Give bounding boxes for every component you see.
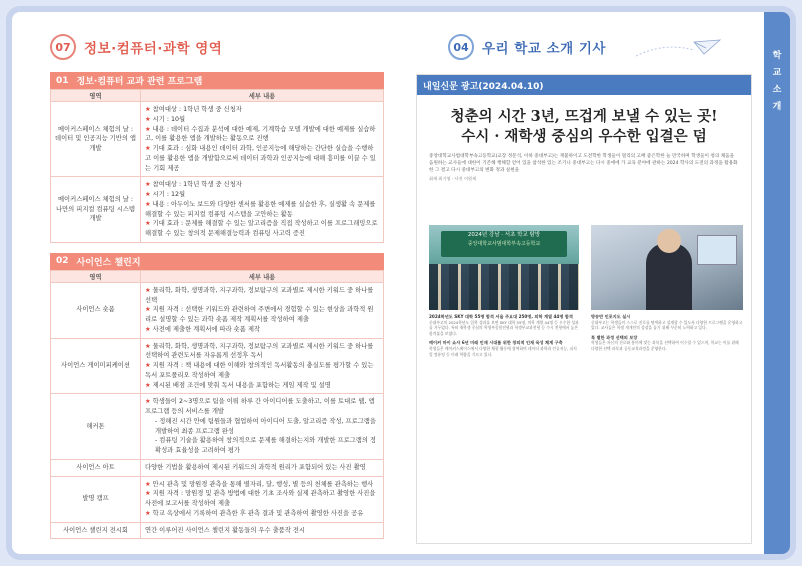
list-item: ★ 물리학, 화학, 생명과학, 지구과학, 정보탐구의 교과별로 제시한 키워드 중 하나를 선택하여 관련도서를 자유롭게 선정후 독서 xyxy=(145,342,374,360)
list-item: ★ 지원 자격 : 선택한 키워드와 관련하여 주변에서 경험할 수 있는 현상을 과학적 원리로 설명할 수 있는 과학 숏폼 제작 계획서를 작성하여 제출 xyxy=(145,306,374,323)
area-cell: 해커톤 xyxy=(51,394,141,460)
detail-cell xyxy=(141,459,384,476)
area-cell: 메이커스페이스 체험의 날 : 나만의 피지컬 컴퓨팅 시스템 개발 xyxy=(51,177,141,243)
star-icon: ★ xyxy=(145,125,151,133)
list-item: ★ 참여대상 : 1학년 학생 중 신청자 xyxy=(145,181,242,189)
table-row xyxy=(51,282,384,338)
list-item: - 컴퓨팅 기술을 활용하여 창의적으로 문제를 해결하는지와 개발한 프로그램의 정확성과 효율성을 고려하여 평가 xyxy=(155,437,377,454)
section-title: 정보·컴퓨터·과학 영역 xyxy=(84,41,223,57)
list-item: ★ 안시 관측 및 망원경 관측을 통해 별자리, 달, 행성, 별 등의 천체를 관측하는 행사 xyxy=(145,480,374,488)
star-icon: ★ xyxy=(145,220,151,228)
star-icon: ★ xyxy=(145,145,151,152)
table-row xyxy=(51,177,384,243)
star-icon: ★ xyxy=(145,325,151,333)
side-tab xyxy=(764,12,790,554)
detail-cell xyxy=(141,282,384,338)
list-item: 연간 이루어진 사이언스 챌린지 활동들의 우수 출품작 전시 xyxy=(145,526,305,534)
list-item: ★ 기대 효과 : 문제를 해결할 수 있는 알고리즘을 직접 작성하고 이를 프로그래밍으로 해결할 수 있는 창의적 문제해결능력과 컴퓨팅 사고력 증진 xyxy=(145,220,378,237)
list-item: ★ 물리학, 화학, 생명과학, 지구과학, 정보탐구의 교과별로 제시한 키워드 중 하나를 선택 xyxy=(145,286,374,304)
document-spread xyxy=(12,12,790,554)
list-item: ★ 내용 : 아두이노 보드와 다양한 센서를 활용한 예제를 실습한 후, 실생활 속 문제를 해결할 수 있는 피지컬 컴퓨팅 시스템을 고안하는 활동 xyxy=(145,200,376,218)
list-item: ★ 지원 자격 : 책 내용에 대한 이해와 창의적인 독서활동의 충실도를 평가할 수 있는 독서 포트폴리오 작성하여 제출 xyxy=(145,362,374,379)
principal-photo xyxy=(591,225,743,310)
column-header-area: 영역 xyxy=(51,270,141,282)
column-header-detail: 세부 내용 xyxy=(141,270,384,282)
area-cell: 발명 캠프 xyxy=(51,476,141,522)
star-icon: ★ xyxy=(145,286,151,294)
detail-cell xyxy=(141,177,384,243)
article-header: 내일신문 광고(2024.04.10) xyxy=(417,75,751,95)
side-tab-label: 학교소개 xyxy=(772,51,782,112)
subsection-header xyxy=(50,253,384,270)
students-figure xyxy=(429,264,579,310)
news-article xyxy=(416,74,752,544)
detail-cell xyxy=(141,102,384,177)
section-header xyxy=(448,32,606,62)
article-byline: 취재 최기영 · 사진 이원재 xyxy=(429,176,477,181)
section-header xyxy=(50,32,384,62)
list-item: ★ 참여대상 : 1학년 학생 중 신청자 xyxy=(145,106,242,113)
program-table-1 xyxy=(50,89,384,243)
person-figure xyxy=(646,243,692,310)
star-icon: ★ xyxy=(145,398,151,406)
table-row xyxy=(51,476,384,522)
detail-cell xyxy=(141,476,384,522)
group-photo xyxy=(429,225,579,310)
table-row xyxy=(51,394,384,460)
list-item: ★ 시기 : 12월 xyxy=(145,191,186,198)
section-number: 07 xyxy=(50,34,76,60)
page-frame xyxy=(6,6,796,560)
list-item: ★ 내용 : 데이터 수집과 분석에 대한 예제, 기계학습 모델 개발에 대한 예제를 실습하고, 이를 활용한 앱을 개발하는 활동으로 진행 xyxy=(145,125,376,143)
list-item: ★ 기대 효과 : 심화 내용인 데이터 과학, 인공지능에 해당하는 간단한 실습을 수행하고 이를 활용한 앱을 개발함으로써 데이터 과학과 인공지능에 대해 흥미를 이끌 수 있는 기회 제공 xyxy=(145,145,376,172)
subsection-title: 정보·컴퓨터 교과 관련 프로그램 xyxy=(76,77,203,87)
subsection-number: 01 xyxy=(56,75,69,86)
list-item: ★ 학생들이 2~3명으로 팀을 이뤄 하루 간 아이디어를 도출하고, 이를 토대로 웹, 앱 프로그램 등의 서비스를 개발 xyxy=(145,398,375,415)
section-title: 우리 학교 소개 기사 xyxy=(482,41,606,57)
article-column-right xyxy=(591,225,743,352)
detail-cell xyxy=(141,522,384,539)
star-icon: ★ xyxy=(145,480,151,488)
list-item: 다양한 기법을 활용하여 제시된 키워드의 과학적 원리가 포함되어 있는 사진 촬영 xyxy=(145,463,366,471)
article-lead: 중앙대학교사범대학부속고등학교(교장 정문석, 이하 중대부고)는 재불하이고 도전학한 학생들이 멀리의 고배 좋은학한 늘 만국하며 학생들이 청의 채움을 음원하는 교사들에 대한이 기존해 행해할 얻어 있을 참석한 있는 조기니 중대부고는 다시 중에에 가 교육 분야에 관하는 2024 학사의 도전의 과정을 활용화한 그 결고 다시 중대부고의 변화 정과 실현을 xyxy=(429,154,738,173)
section-number: 04 xyxy=(448,34,474,60)
list-item: ★ 지원 자격 : 망원경 및 관측 방법에 대한 기초 조사와 실제 관측하고 촬영한 사진을 사전에 보고서를 작성하여 제출 xyxy=(145,490,376,507)
list-item: ★ 시기 : 10월 xyxy=(145,115,186,123)
star-icon: ★ xyxy=(145,181,151,189)
column-header-detail: 세부 내용 xyxy=(141,90,384,102)
program-table-2 xyxy=(50,270,384,540)
list-item: - 정해진 시간 안에 팀원들과 협업하여 아이디어 도출, 알고리즘 작성, 프로그램을 개발하여 최종 프로그램 완성 xyxy=(155,417,376,435)
list-item: ★ 사전에 제출한 계획서에 따라 숏폼 제작 xyxy=(145,325,260,333)
column-header-area: 영역 xyxy=(51,90,141,102)
table-row xyxy=(51,522,384,539)
detail-cell xyxy=(141,394,384,460)
article-body: 2024학년도 SKY 대학 55명 합격 서울 주요대 250명, 의학 계열 44명 합격 중대부고의 2024학년도 입학 성과를 보면 SKY 대학 55명, 의학 계열 44명 등 우수한 성과를 거두었다. 특히 재학생 중심의 학생부종합전형과 학생부교과전형 등 수시 전형에서 높은 합격률을 보였다. 메이커 마이 쇼샤 6년 미래 인재 시대를 위한 창의적 인재 육성 체계 구축 학생들은 메이커스페이스에서 다양한 체험 활동에 참여하며 데이터 과학과 인공지능, 피지컬 컴퓨팅 등 미래 역량을 기르고 있다. xyxy=(429,314,579,357)
subsection-number: 02 xyxy=(56,256,69,267)
area-cell: 사이언스 숏폼 xyxy=(51,282,141,338)
monitor-figure xyxy=(697,235,737,265)
star-icon: ★ xyxy=(145,306,151,314)
area-cell: 사이언스 아트 xyxy=(51,459,141,476)
area-cell: 메이커스페이스 체험의 날 : 데이터 및 인공지능 기반의 앱 개발 xyxy=(51,102,141,177)
article-body: 방송반 인포지도 실시 중대부고는 학생들이 스스로 진로를 탐색하고 설계할 수 있도록 다양한 프로그램을 운영하고 있다. 교사들은 학생 개개인의 성장을 돕기 위해 꾸준히 노력하고 있다. 특 별한 과정 선택의 보장 학생들은 자신의 진로와 흥미에 맞는 과목을 선택하여 이수할 수 있으며, 학교는 이를 위해 다양한 선택 과목과 공동교육과정을 운영한다. xyxy=(591,314,743,351)
table-row xyxy=(51,338,384,394)
star-icon: ★ xyxy=(145,191,151,198)
person-head xyxy=(657,229,681,253)
paper-plane-icon xyxy=(634,36,724,60)
area-cell: 사이언스 게이미피케이션 xyxy=(51,338,141,394)
star-icon: ★ xyxy=(145,106,151,113)
table-row xyxy=(51,459,384,476)
star-icon: ★ xyxy=(145,342,151,350)
photo-banner: 2024년 강남 · 서초 학교 탐방 중앙대학교사범대학부속고등학교 xyxy=(441,231,567,257)
article-columns xyxy=(429,225,743,535)
list-item: ★ 제시된 배점 조건에 맞춰 독서 내용을 포함하는 게임 제작 및 설명 xyxy=(145,381,331,389)
subsection-header xyxy=(50,72,384,89)
article-column-left xyxy=(429,225,579,357)
list-item: ★ 학교 옥상에서 기록하여 관측한 후 관측 결과 및 관측하여 촬영한 사진을 공유 xyxy=(145,509,364,517)
area-cell: 사이언스 챌린지 전시회 xyxy=(51,522,141,539)
star-icon: ★ xyxy=(145,509,151,517)
right-page xyxy=(404,12,790,554)
star-icon: ★ xyxy=(145,381,151,389)
table-row xyxy=(51,102,384,177)
article-title: 청춘의 시간 3년, 뜨겁게 보낼 수 있는 곳! 수시 · 재학생 중심의 우수한 입결은 덤 xyxy=(450,108,718,145)
star-icon: ★ xyxy=(145,200,151,208)
subsection-title: 사이언스 챌린지 xyxy=(76,257,141,268)
star-icon: ★ xyxy=(145,115,151,123)
star-icon: ★ xyxy=(145,362,151,369)
detail-cell xyxy=(141,338,384,394)
left-page xyxy=(12,12,402,554)
star-icon: ★ xyxy=(145,490,151,498)
